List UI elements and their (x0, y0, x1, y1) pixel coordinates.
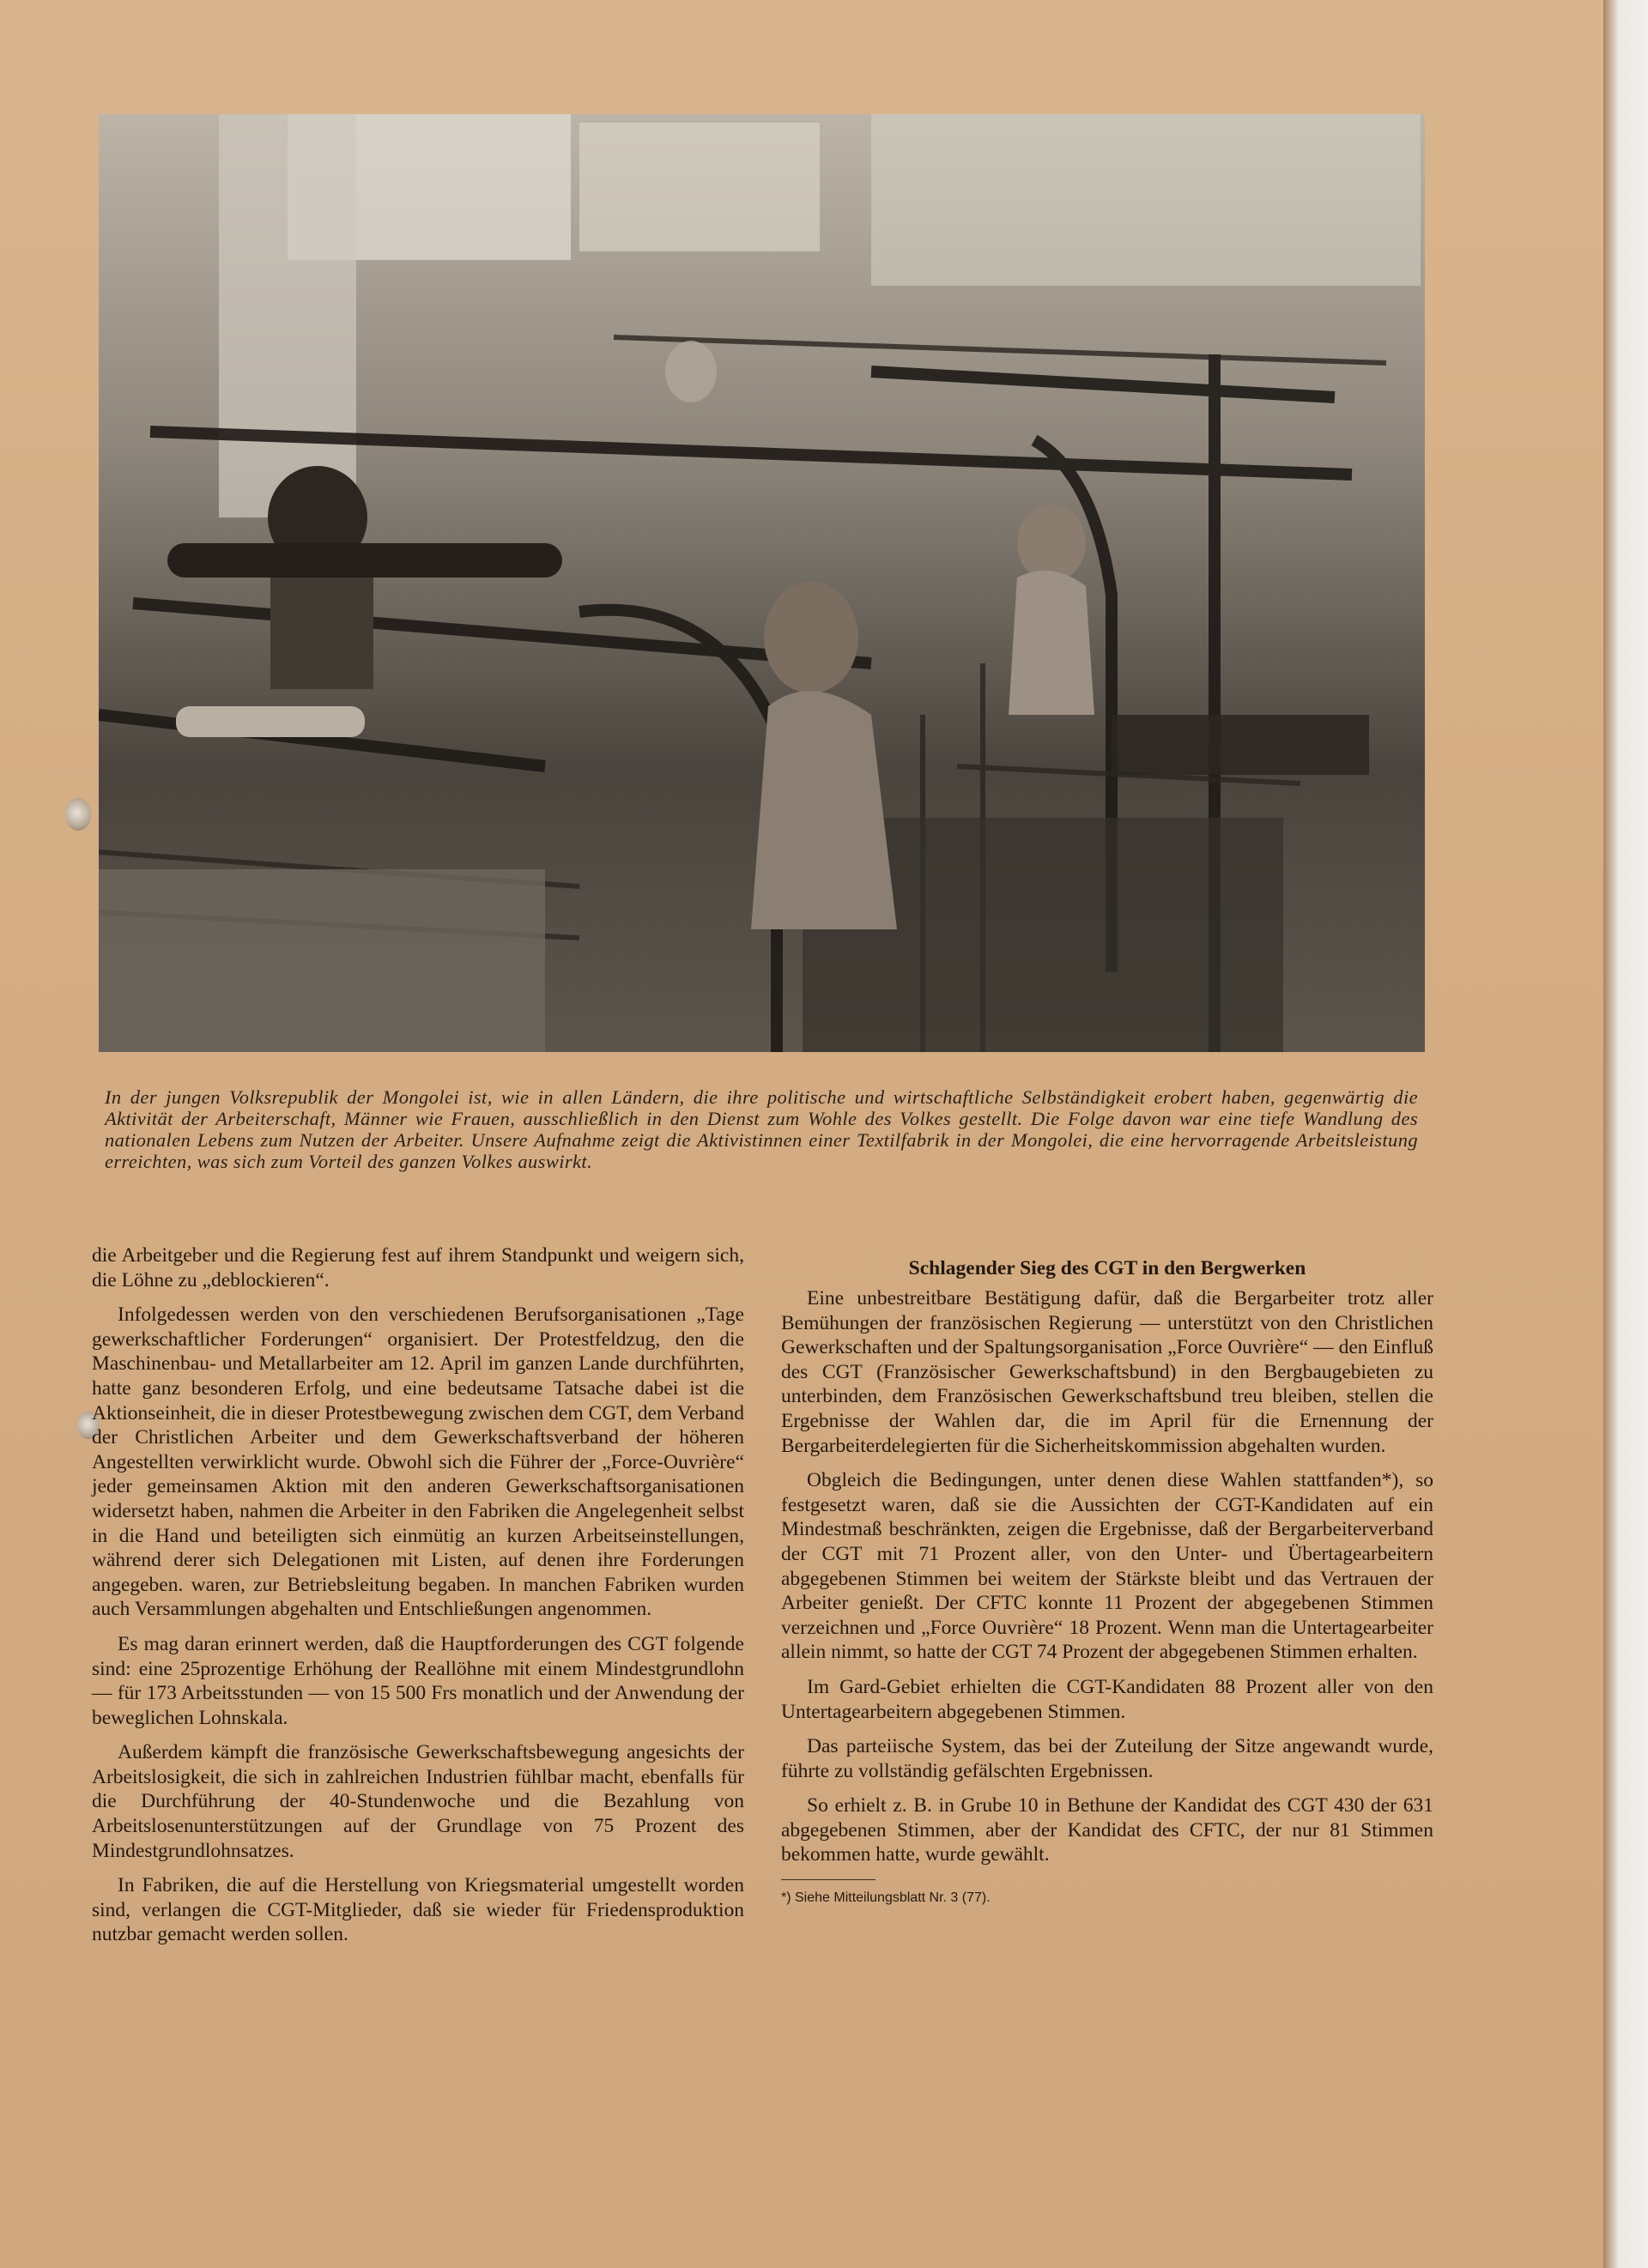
photo-caption: In der jungen Volksrepublik der Mongolei ist, wie in allen Ländern, die ihre politische und wirtschaftliche Selbständigkeit erobert haben, gegenwärtig die Aktivität der Arbeiterschaft, Männer wie Frauen, ausschließlich in den Dienst zum Wohle des Volkes gestellt. Die Folge davon war eine tiefe Wandlung des nationalen Lebens zum Nutzen der Arbeiter. Unsere Aufnahme zeigt die Aktivistinnen einer Textilfabrik in der Mongolei, die eine hervorragende Arbeitsleistung erreichten, was sich zum Vorteil des ganzen Volkes auswirkt. (105, 1086, 1418, 1172)
paragraph: die Arbeitgeber und die Regierung fest auf ihrem Standpunkt und weigern sich, die Löhne zu „deblockieren“. (92, 1244, 744, 1291)
paragraph: Das parteiische System, das bei der Zuteilung der Sitze angewandt wurde, führte zu vollständig gefälschten Ergebnissen. (781, 1735, 1433, 1782)
paragraph: Infolgedessen werden von den verschiedenen Berufsorganisationen „Tage gewerkschaftlicher Forderungen“ organisiert. Der Protestfeldzug, den die Maschinenbau- und Metallarbeiter am 12. April im ganzen Lande durchführten, hatte ganz besonderen Erfolg, und eine bedeutsame Tatsache dabei ist die Aktionseinheit, die in dieser Protestbewegung zwischen dem CGT, dem Verband der Christlichen Arbeiter und dem Gewerkschaftsverband der höheren Angestellten verwirklicht wurde. Obwohl sich die Führer der „Force-Ouvrière“ jeder gemeinsamen Aktion mit den anderen Gewerkschaftsorganisationen widersetzt haben, nahmen die Arbeiter in den Fabriken die Angelegenheit selbst in die Hand und beteiligten sich einmütig an kurzen Arbeitseinstellungen, während derer sich Delegationen mit Listen, auf denen ihre Forderungen angegeben. waren, zur Betriebsleitung begaben. In manchen Fabriken wurden auch Versammlungen abgehalten und Entschließungen angenommen. (92, 1303, 744, 1621)
paragraph: In Fabriken, die auf die Herstellung von Kriegsmaterial umgestellt worden sind, verlangen die CGT-Mitglieder, daß sie wieder für Friedensproduktion nutzbar gemacht werden sollen. (92, 1874, 744, 1946)
section-heading: Schlagender Sieg des CGT in den Bergwerken (908, 1257, 1306, 1279)
page-edge (1603, 0, 1648, 2268)
left-column (92, 1243, 744, 1957)
paragraph: Obgleich die Bedingungen, unter denen diese Wahlen stattfanden*), so festgesetzt waren, daß sie die Aussichten der CGT-Kandidaten auf ein Mindestmaß beschränkten, zeigen die Ergebnisse, daß der Bergarbeiterverband der CGT mit 71 Prozent aller, von den Unter- und Übertagearbeitern abgegebenen Stimmen bei weitem der Stärkste bleibt und das Vertrauen der Arbeiter genießt. Der CFTC konnte 11 Prozent der abgegebenen Stimmen verzeichnen und „Force Ouvrière“ 18 Prozent. Wenn man die Untertagearbeiter allein nimmt, so hatte der CGT 74 Prozent der abgegebenen Stimmen erhalten. (781, 1469, 1433, 1664)
footnote-divider (781, 1879, 876, 1880)
paragraph: Eine unbestreitbare Bestätigung dafür, daß die Bergarbeiter trotz aller Bemühungen der französischen Regierung — unterstützt von den Christlichen Gewerkschaften und der Spaltungsorganisation „Force Ouvrière“ — den Einfluß des CGT (Französischer Gewerkschaftsbund) in den Bergbaugebieten zu unterbinden, dem Französischen Gewerkschaftsbund treu bleiben, stellen die Ergebnisse der Wahlen dar, die im April für die Ernennung der Bergarbeiterdelegierten für die Sicherheitskommission abgehalten wurden. (781, 1287, 1433, 1457)
punch-hole (65, 798, 91, 831)
footnote: *) Siehe Mitteilungsblatt Nr. 3 (77). (781, 1890, 991, 1906)
paragraph: So erhielt z. B. in Grube 10 in Bethune der Kandidat des CGT 430 der 631 abgegebenen Stimmen, aber der Kandidat des CFTC, der nur 81 Stimmen bekommen hatte, wurde gewählt. (781, 1794, 1433, 1866)
textile-factory-photo (99, 114, 1425, 1052)
right-column (781, 1255, 1433, 1918)
photo-illustration (99, 114, 1425, 1052)
paragraph: Im Gard-Gebiet erhielten die CGT-Kandidaten 88 Prozent aller von den Untertagearbeitern abgegebenen Stimmen. (781, 1675, 1433, 1723)
paragraph: Es mag daran erinnert werden, daß die Hauptforderungen des CGT folgende sind: eine 25prozentige Erhöhung der Reallöhne mit einem Mindestgrundlohn — für 173 Arbeitsstunden — von 15 500 Frs monatlich und der Anwendung der beweglichen Lohnskala. (92, 1632, 744, 1729)
paragraph: Außerdem kämpft die französische Gewerkschaftsbewegung angesichts der Arbeitslosigkeit, die sich in zahlreichen Industrien fühlbar macht, ebenfalls für die Durchführung der 40-Stundenwoche und die Bezahlung von Arbeitslosenunterstützungen auf der Grundlage von 75 Prozent des Mindestgrundlohnsatzes. (92, 1741, 744, 1862)
